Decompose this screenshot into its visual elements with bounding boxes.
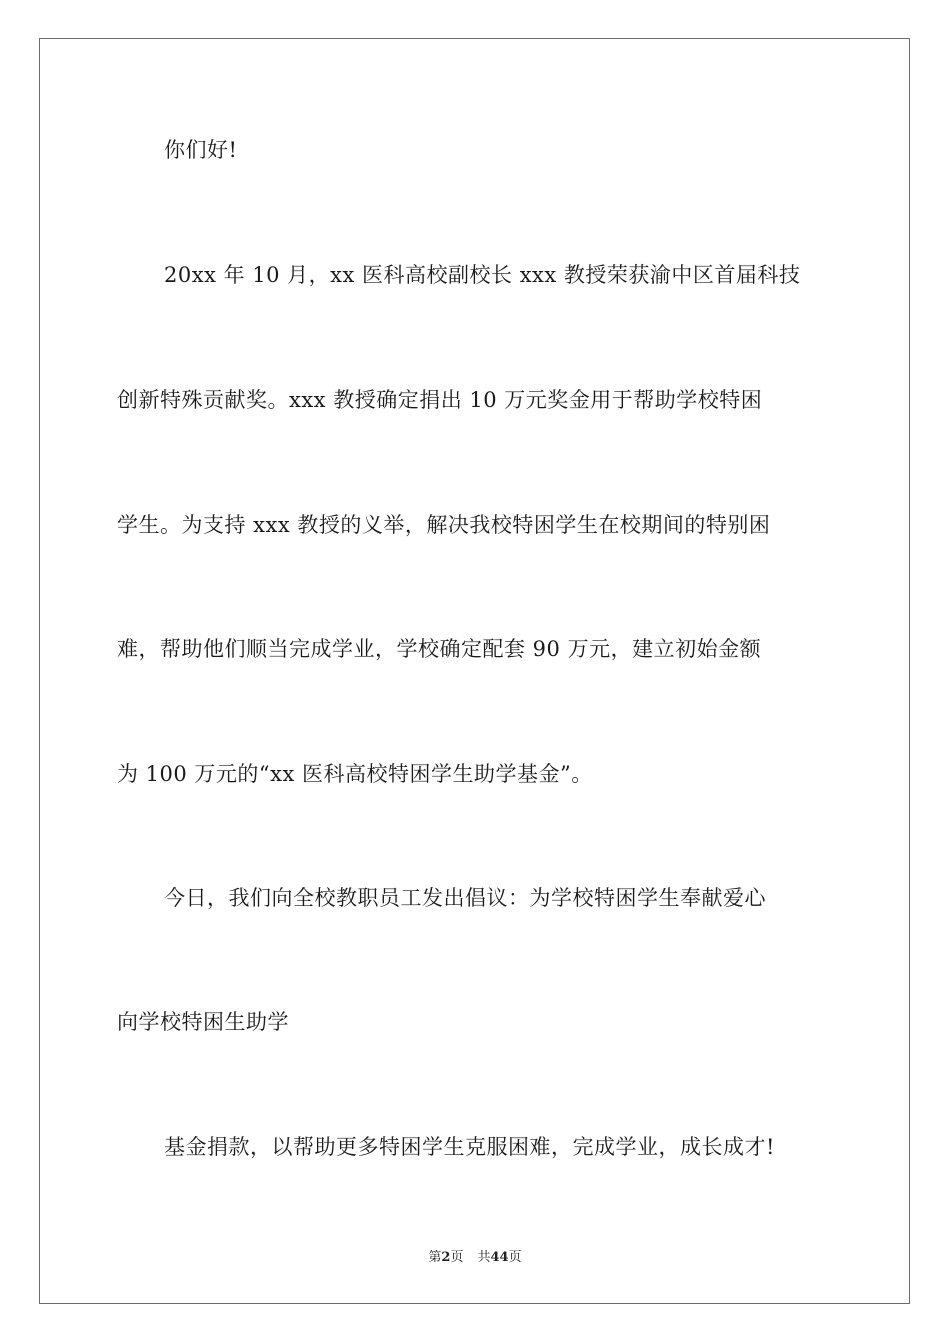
greeting-line: 你们好!: [164, 138, 238, 162]
paragraph-2-line-1: 今日，我们向全校教职员工发出倡议：为学校特困学生奉献爱心: [164, 886, 766, 910]
paragraph-1-line-4: 难，帮助他们顺当完成学业，学校确定配套 90 万元，建立初始金额: [117, 637, 762, 661]
footer-total-suffix: 页: [508, 1250, 522, 1265]
footer-page-number: 2: [441, 1250, 451, 1265]
footer-page-prefix: 第: [428, 1250, 442, 1265]
paragraph-1-line-1: 20xx 年 10 月，xx 医科高校副校长 xxx 教授荣获渝中区首届科技: [164, 263, 801, 287]
paragraph-1-line-2: 创新特殊贡献奖。xxx 教授确定捐出 10 万元奖金用于帮助学校特困: [117, 388, 763, 412]
paragraph-2-line-2: 向学校特困生助学: [117, 1010, 289, 1034]
paragraph-1-line-5: 为 100 万元的“xx 医科高校特困学生助学基金”。: [117, 762, 593, 786]
page-frame: [39, 38, 910, 1304]
page-footer: [0, 1249, 950, 1267]
footer-total-prefix: 共: [477, 1250, 491, 1265]
paragraph-3-line-1: 基金捐款，以帮助更多特困学生克服困难，完成学业，成长成才!: [164, 1135, 775, 1159]
footer-page-suffix: 页: [450, 1250, 464, 1265]
paragraph-1-line-3: 学生。为支持 xxx 教授的义举，解决我校特困学生在校期间的特别困: [117, 513, 771, 537]
footer-total-pages: 44: [490, 1250, 509, 1265]
